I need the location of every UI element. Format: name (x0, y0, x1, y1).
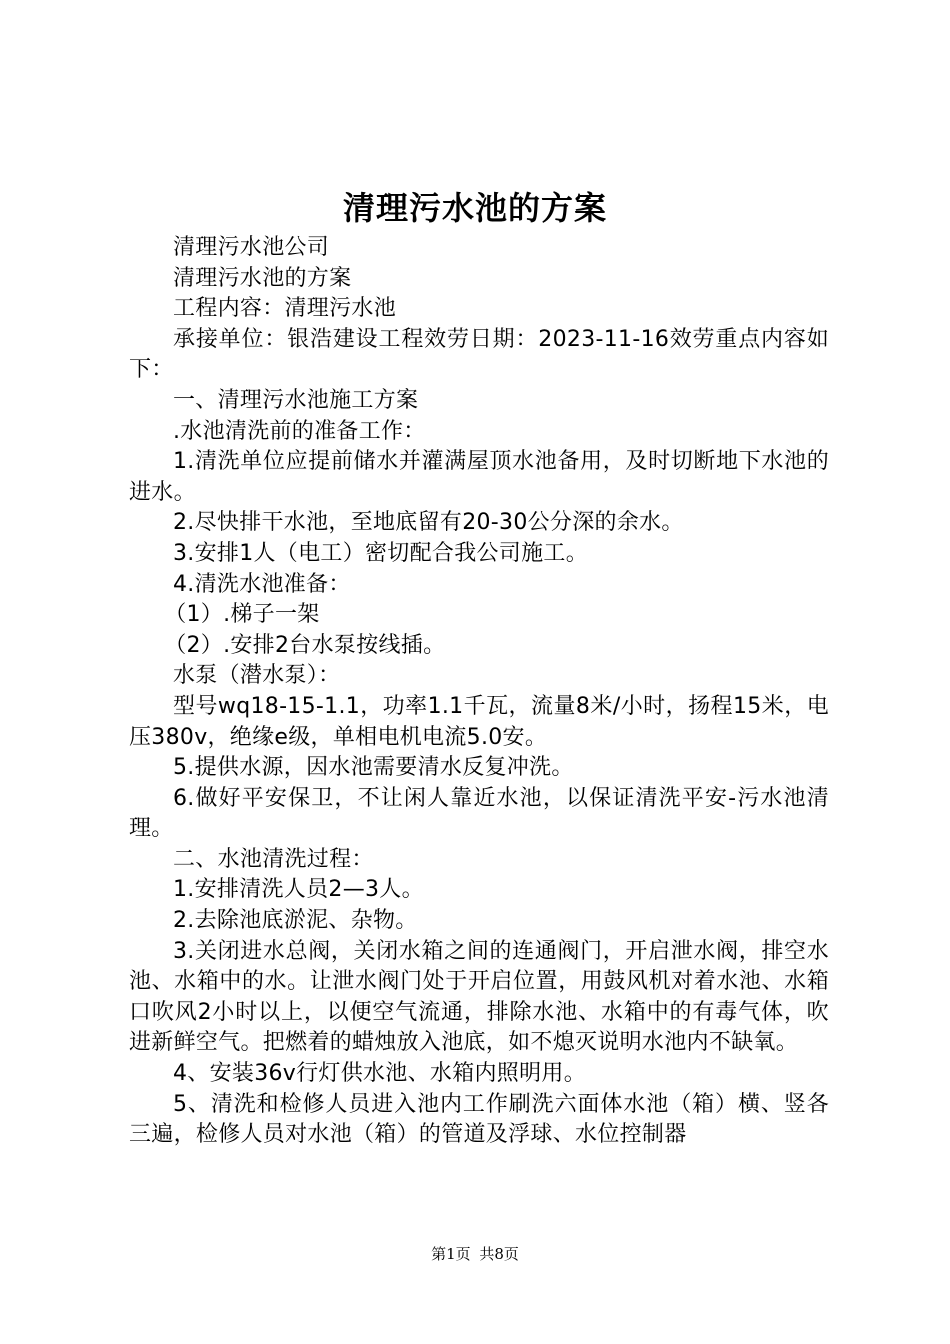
paragraph: 4.清洗水池准备： (173, 571, 351, 597)
paragraph: 清理污水池公司 (173, 235, 330, 260)
paragraph: 工程内容：清理污水池 (173, 296, 397, 322)
paragraph: 清理污水池的方案 (173, 265, 352, 291)
paragraph: （1）.梯子一架 (164, 602, 320, 628)
page-footer (0, 1244, 950, 1264)
paragraph: 4、安装36v行灯供水池、水箱内照明用。 (173, 1061, 587, 1087)
paragraph: 二、水池清洗过程： (173, 846, 374, 872)
paragraph: 6.做好平安保卫，不让闲人靠近水池，以保证清洗平安-污水池清理。 (129, 785, 829, 842)
paragraph: 水泵（潜水泵）： (173, 663, 341, 689)
paragraph: 一、清理污水池施工方案 (173, 387, 419, 413)
paragraph: 承接单位：银浩建设工程效劳日期：2023-11-16效劳重点内容如下： (129, 326, 829, 383)
paragraph: .水池清洗前的准备工作： (173, 418, 426, 444)
page-number: 第1页 (431, 1245, 471, 1263)
paragraph: 2.去除池底淤泥、杂物。 (173, 908, 418, 934)
paragraph: （2）.安排2台水泵按线插。 (164, 632, 446, 658)
paragraph: 5、清洗和检修人员进入池内工作刷洗六面体水池（箱）横、竖各三遍，检修人员对水池（箱）的管道及浮球、水位控制器 (129, 1091, 829, 1148)
paragraph: 3.关闭进水总阀，关闭水箱之间的连通阀门，开启泄水阀，排空水池、水箱中的水。让泄水阀门处于开启位置，用鼓风机对着水池、水箱口吹风2小时以上，以便空气流通，排除水池、水箱中的有毒气体，吹进新鲜空气。把燃着的蜡烛放入池底，如不熄灭说明水池内不缺氧。 (129, 938, 829, 1056)
paragraph: 型号wq18-15-1.1，功率1.1千瓦，流量8米/小时，扬程15米，电压380v，绝缘e级，单相电机电流5.0安。 (129, 693, 829, 750)
paragraph: 1.安排清洗人员2—3人。 (173, 877, 424, 903)
document-body (129, 233, 829, 1151)
paragraph: 2.尽快排干水池，至地底留有20-30公分深的余水。 (173, 510, 684, 536)
document-title: 清理污水池的方案 (342, 189, 607, 227)
paragraph: 5.提供水源，因水池需要清水反复冲洗。 (173, 755, 574, 781)
page-total: 共8页 (479, 1245, 519, 1263)
paragraph: 1.清洗单位应提前储水并灌满屋顶水池备用，及时切断地下水池的进水。 (129, 449, 829, 505)
paragraph: 3.安排1人（电工）密切配合我公司施工。 (173, 540, 588, 566)
